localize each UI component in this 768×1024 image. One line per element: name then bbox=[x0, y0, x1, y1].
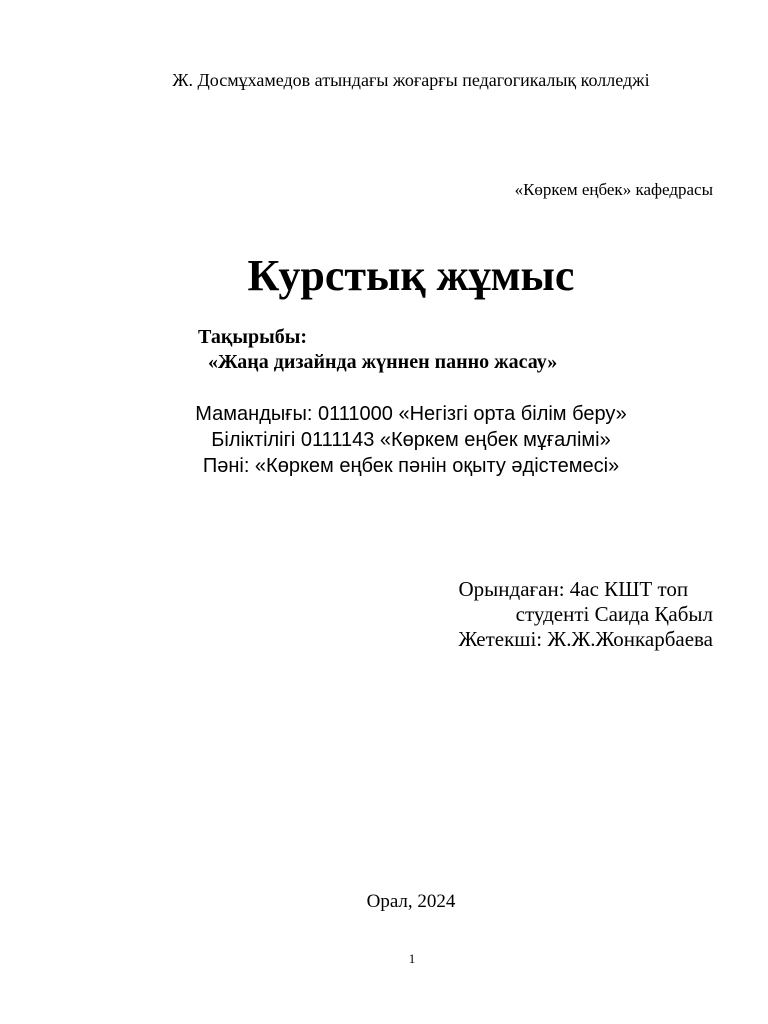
page-number: 1 bbox=[408, 951, 416, 966]
topic-value: «Жаңа дизайнда жүннен панно жасау» bbox=[208, 351, 558, 373]
subject-line: Пәні: «Көркем еңбек пәнін оқыту әдістемесі» bbox=[202, 455, 620, 477]
document-title: Курстық жұмыс bbox=[247, 251, 575, 300]
department-name: «Көркем еңбек» кафедрасы bbox=[514, 180, 713, 199]
author-info bbox=[459, 577, 713, 652]
course-info bbox=[0, 401, 768, 479]
city-year: Орал, 2024 bbox=[366, 891, 456, 912]
specialty-line: Мамандығы: 0111000 «Негізгі орта білім беру» bbox=[195, 403, 627, 425]
supervisor-line: Жетекші: Ж.Ж.Жонкарбаева bbox=[458, 627, 713, 651]
student-line: студенті Саида Қабыл bbox=[515, 602, 713, 626]
performed-by-line: Орындаған: 4ас КШТ топ bbox=[458, 577, 689, 601]
college-name: Ж. Досмұхамедов атындағы жоғарғы педагогикалық колледжі bbox=[172, 70, 650, 90]
qualification-line: Біліктілігі 0111143 «Көркем еңбек мұғалімі» bbox=[211, 429, 611, 451]
topic-label: Тақырыбы: bbox=[198, 326, 307, 348]
